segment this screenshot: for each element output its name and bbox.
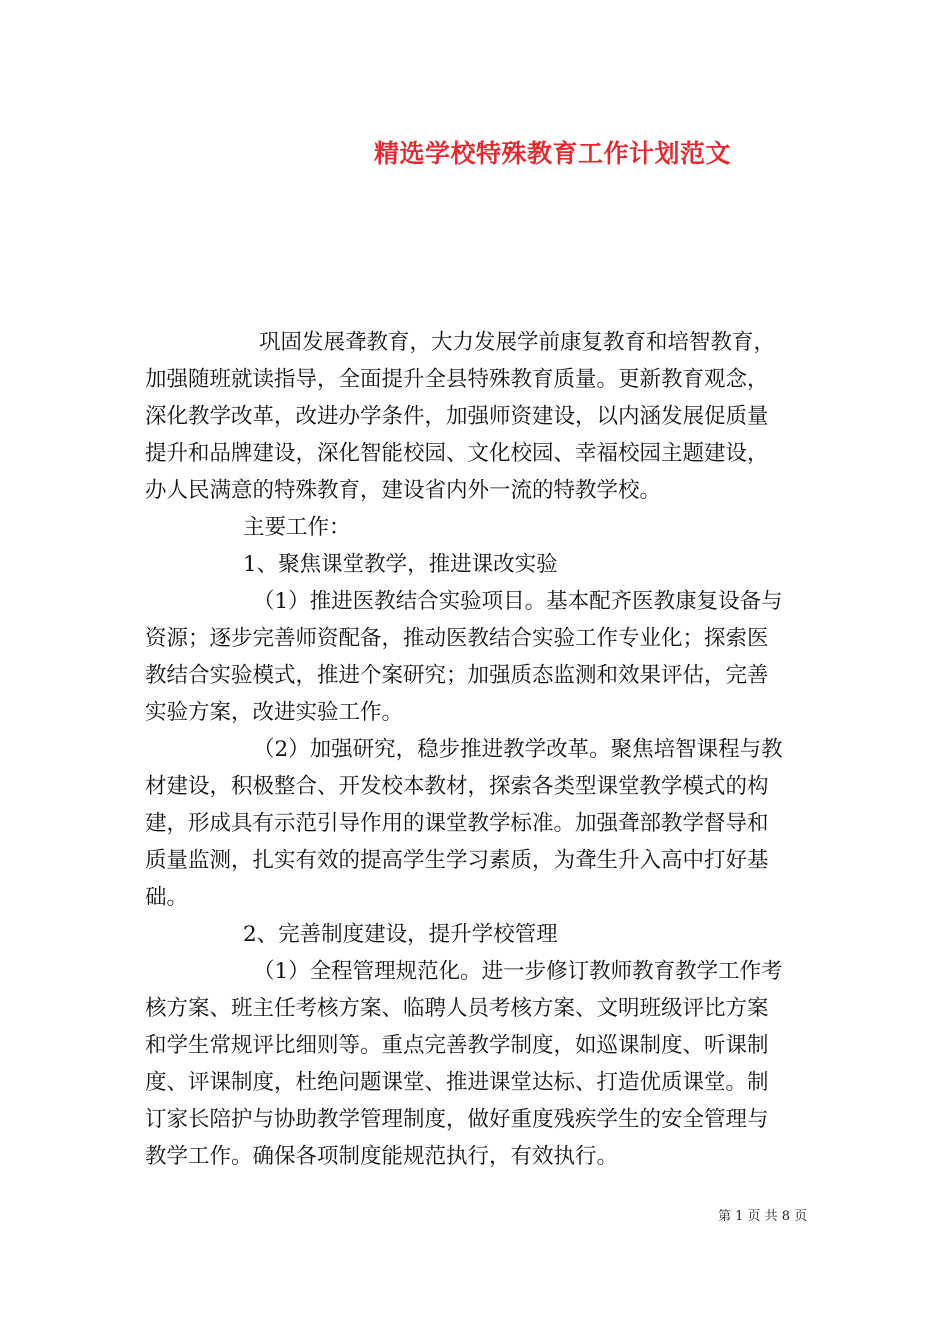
paragraph-line: 巩固发展聋教育，大力发展学前康复教育和培智教育， <box>259 330 776 355</box>
paragraph-line: （2）加强研究，稳步推进教学改革。聚焦培智课程与教 <box>253 737 783 762</box>
paragraph-line: 和学生常规评比细则等。重点完善教学制度，如巡课制度、听课制 <box>145 1033 769 1058</box>
paragraph-line: 办人民满意的特殊教育，建设省内外一流的特教学校。 <box>145 478 662 503</box>
section-label: 主要工作： <box>243 515 351 540</box>
paragraph-line: 教结合实验模式，推进个案研究；加强质态监测和效果评估，完善 <box>145 663 769 688</box>
section-heading: 2、完善制度建设，提升学校管理 <box>243 922 558 947</box>
paragraph-line: 础。 <box>145 885 189 910</box>
paragraph-line: 建，形成具有示范引导作用的课堂教学标准。加强聋部教学督导和 <box>145 811 769 836</box>
document-title: 精选学校特殊教育工作计划范文 <box>374 139 732 168</box>
paragraph-line: 深化教学改革，改进办学条件，加强师资建设，以内涵发展促质量 <box>145 404 769 429</box>
paragraph-line: （1）全程管理规范化。进一步修订教师教育教学工作考 <box>253 959 783 984</box>
paragraph-line: （1）推进医教结合实验项目。基本配齐医教康复设备与 <box>253 589 783 614</box>
paragraph-line: 实验方案，改进实验工作。 <box>145 700 404 725</box>
section-heading: 1、聚焦课堂教学，推进课改实验 <box>243 552 558 577</box>
paragraph-line: 质量监测，扎实有效的提高学生学习素质，为聋生升入高中打好基 <box>145 848 769 873</box>
paragraph-line: 材建设，积极整合、开发校本教材，探索各类型课堂教学模式的构 <box>145 774 769 799</box>
page-number: 第 1 页 共 8 页 <box>718 1209 808 1224</box>
document-body <box>145 324 835 1175</box>
paragraph-line: 度、评课制度，杜绝问题课堂、推进课堂达标、打造优质课堂。制 <box>145 1070 769 1095</box>
paragraph-line: 资源；逐步完善师资配备，推动医教结合实验工作专业化；探索医 <box>145 626 769 651</box>
paragraph-line: 加强随班就读指导，全面提升全县特殊教育质量。更新教育观念， <box>145 367 769 392</box>
paragraph-line: 订家长陪护与协助教学管理制度，做好重度残疾学生的安全管理与 <box>145 1107 769 1132</box>
paragraph-line: 核方案、班主任考核方案、临聘人员考核方案、文明班级评比方案 <box>145 996 769 1021</box>
paragraph-line: 提升和品牌建设，深化智能校园、文化校园、幸福校园主题建设， <box>145 441 769 466</box>
paragraph-line: 教学工作。确保各项制度能规范执行，有效执行。 <box>145 1144 619 1169</box>
